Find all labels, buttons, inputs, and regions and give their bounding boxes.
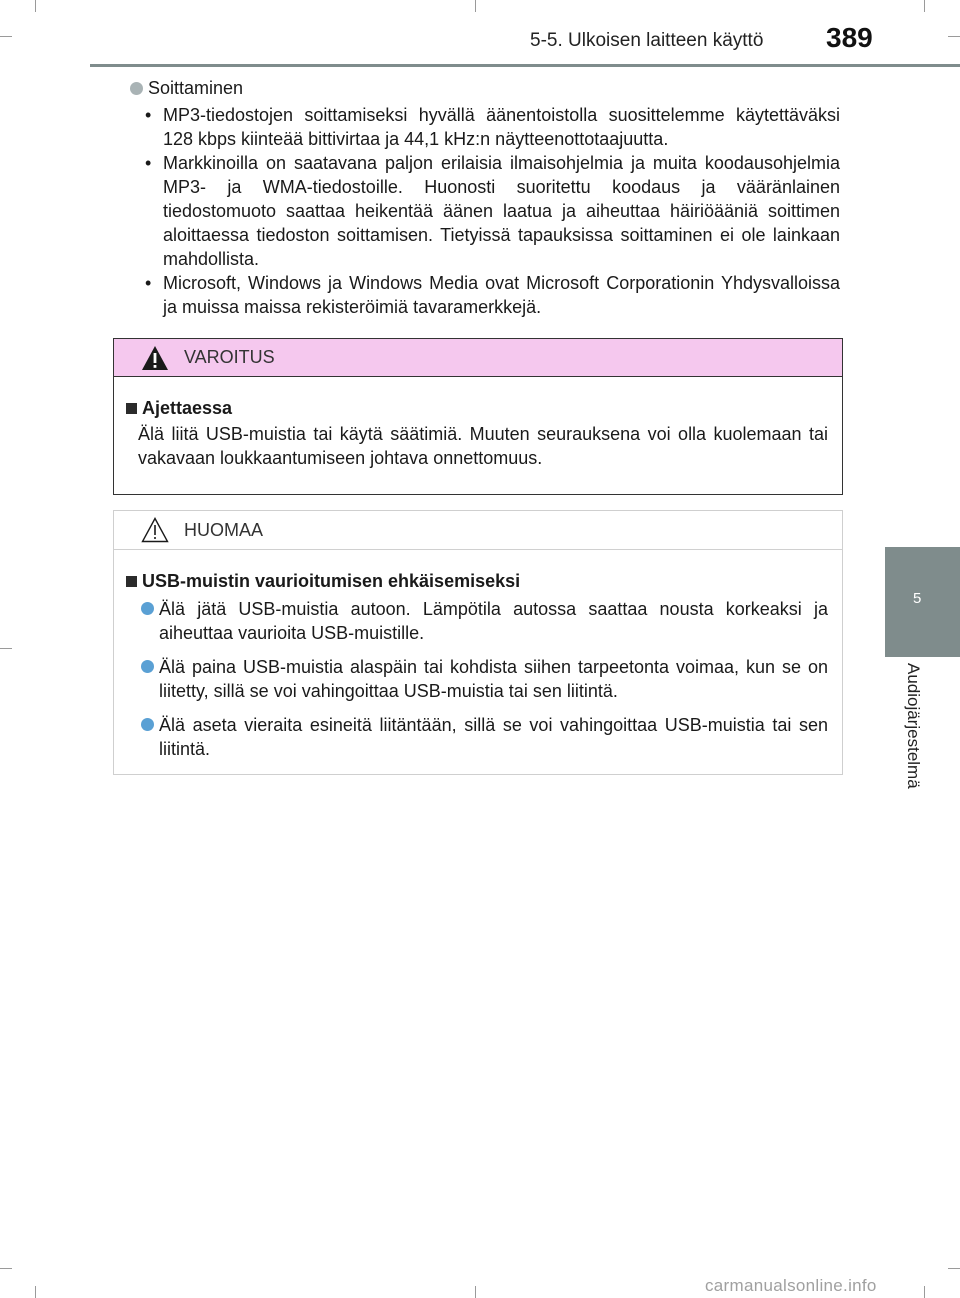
page-number: 389 [826,22,873,53]
list-item [126,713,828,761]
header-rule [90,64,960,67]
notice-subheading-text: USB-muistin vaurioitumisen ehkäisemiseksi [142,571,521,591]
square-bullet-icon [126,403,137,414]
notice-body [114,550,842,761]
warning-header [114,339,842,377]
notice-subheading [126,569,828,593]
warning-subheading-text: Ajettaessa [142,398,233,418]
warning-title: VAROITUS [184,347,275,367]
notice-item-text: Älä paina USB-muistia alaspäin tai kohdista siihen tarpeetonta voimaa, kun se on liitetty, sillä se voi vahingoittaa USB-muistia tai sen liitintä. [159,657,828,701]
section-heading-text: Soittaminen [148,78,244,98]
bullet-dot-icon [141,602,154,615]
crop-mark [35,0,36,12]
notice-title: HUOMAA [184,519,264,540]
crop-mark [948,36,960,37]
section-heading [130,76,840,100]
warning-box [113,338,843,495]
caution-triangle-icon [141,517,169,543]
list-item: • MP3-tiedostojen soittamiseksi hyvällä äänentoistolla suosittelemme käytettäväksi 128 kbps kiinteää bittivirtaa ja 44,1 kHz:n näytteenottotaajuutta. [145,103,840,151]
list-item [126,655,828,703]
bullet-dot-icon [141,660,154,673]
bullet-dot-icon [141,718,154,731]
crop-mark [948,1268,960,1269]
main-content [130,76,840,319]
crop-mark [35,1286,36,1298]
notice-box [113,510,843,775]
section-title: 5-5. Ulkoisen laitteen käyttö [530,30,764,51]
warning-body [114,377,842,470]
crop-mark [0,36,12,37]
warning-triangle-icon [141,345,169,371]
notice-item-text: Älä jätä USB-muistia autoon. Lämpötila autossa saattaa nousta korkeaksi ja aiheuttaa vaurioita USB-muistille. [159,599,828,643]
warning-text: Älä liitä USB-muistia tai käytä säätimiä. Muuten seurauksena voi olla kuolemaan tai vakavaan loukkaantumiseen johtava onnettomuus. [138,424,828,468]
list-item: • Microsoft, Windows ja Windows Media ovat Microsoft Corporationin Yhdysvalloissa ja muissa maissa rekisteröimiä tavaramerkkejä. [145,271,840,319]
notice-item-text: Älä aseta vieraita esineitä liitäntään, sillä se voi vahingoittaa USB-muistia tai sen liitintä. [159,715,828,759]
chapter-title: Audiojärjestelmä [904,663,923,789]
notice-header [114,511,842,550]
crop-mark [475,1286,476,1298]
square-bullet-icon [126,576,137,587]
chapter-tab [885,547,960,657]
chapter-number: 5 [913,590,922,607]
watermark: carmanualsonline.info [705,1276,877,1295]
list-item [126,597,828,645]
crop-mark [475,0,476,12]
bullet-dot-icon [130,82,143,95]
crop-mark [924,1286,925,1298]
crop-mark [0,1268,12,1269]
bullet-list [145,103,840,319]
crop-mark [924,0,925,12]
list-item: • Markkinoilla on saatavana paljon erilaisia ilmaisohjelmia ja muita koodausohjelmia MP3- ja WMA-tiedostoille. Huonosti suoritettu koodaus ja vääränlainen tiedostomuoto saattaa heikentää äänen laatua ja aiheuttaa häiriöääniä soittimen aloittaessa tiedoston soittamisen. Tietyissä tapauksissa soittaminen ei ole lainkaan mahdollista. [145,151,840,271]
warning-subheading [126,396,828,420]
crop-mark [0,648,12,649]
